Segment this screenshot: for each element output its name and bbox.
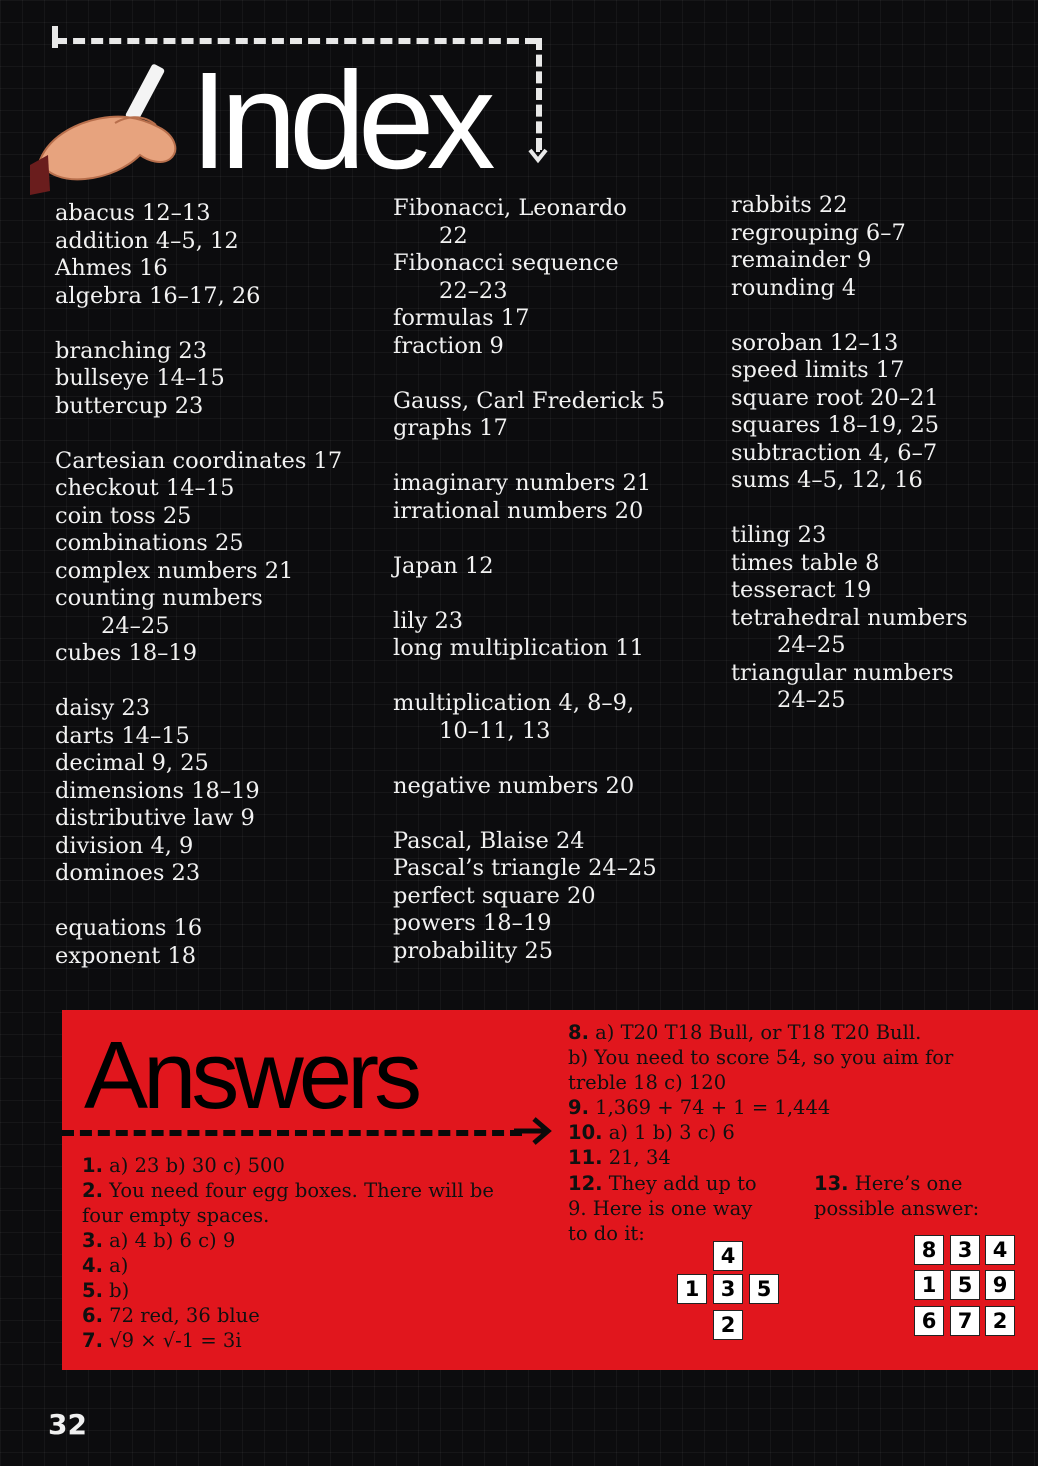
magic-square-cell: 4 bbox=[985, 1235, 1015, 1265]
cross-square-bottom: 2 bbox=[713, 1310, 743, 1340]
magic-square-cell: 8 bbox=[914, 1235, 944, 1265]
answer-line bbox=[82, 1303, 494, 1328]
answer-text: a) T20 T18 Bull, or T18 T20 Bull. bbox=[588, 1021, 922, 1044]
index-entry: abacus 12–13 bbox=[55, 200, 211, 226]
answers-left-column bbox=[82, 1153, 494, 1353]
index-entry: cubes 18–19 bbox=[55, 640, 198, 666]
magic-square-cell: 7 bbox=[950, 1306, 980, 1336]
answers-right-column bbox=[568, 1020, 953, 1170]
index-group bbox=[55, 200, 342, 310]
index-group bbox=[393, 195, 665, 360]
arrow-right-icon bbox=[514, 1114, 554, 1148]
index-entry: fraction 9 bbox=[393, 332, 504, 359]
answer-text: to do it: bbox=[568, 1222, 645, 1245]
index-entry: dominoes 23 bbox=[55, 860, 201, 886]
index-entry: Fibonacci sequence bbox=[393, 250, 619, 276]
index-entry: Gauss, Carl Frederick 5 bbox=[393, 387, 666, 414]
index-entry: lily 23 bbox=[393, 607, 464, 634]
index-entry: tesseract 19 bbox=[731, 577, 872, 603]
index-entry: distributive law 9 bbox=[55, 805, 255, 831]
index-entry: rounding 4 bbox=[731, 274, 857, 301]
cross-square-right: 5 bbox=[749, 1274, 779, 1304]
answer-line bbox=[82, 1203, 494, 1228]
index-frame-side bbox=[536, 38, 542, 150]
answer-line bbox=[82, 1153, 494, 1178]
answer-line bbox=[568, 1020, 953, 1045]
answer-text: b) bbox=[102, 1279, 130, 1302]
answer-number: 8. bbox=[568, 1021, 589, 1044]
index-group bbox=[393, 773, 665, 801]
index-entry: Pascal’s triangle 24–25 bbox=[393, 855, 657, 881]
answer-number: 3. bbox=[82, 1229, 103, 1252]
index-entry: coin toss 25 bbox=[55, 502, 192, 529]
index-entry: soroban 12–13 bbox=[731, 329, 899, 356]
answer-text: You need four egg boxes. There will be bbox=[102, 1179, 494, 1202]
index-entry: addition 4–5, 12 bbox=[55, 227, 239, 254]
index-group bbox=[393, 553, 665, 581]
index-entry: probability 25 bbox=[393, 937, 554, 964]
answer-text: They add up to bbox=[602, 1172, 757, 1195]
answer-line bbox=[568, 1070, 953, 1095]
index-entry: multiplication 4, 8–9, bbox=[393, 690, 635, 716]
index-entry: imaginary numbers 21 bbox=[393, 470, 652, 496]
index-entry: Ahmes 16 bbox=[55, 255, 168, 281]
magic-square-cell: 9 bbox=[985, 1270, 1015, 1300]
index-entry: complex numbers 21 bbox=[55, 557, 294, 584]
answer-line bbox=[568, 1145, 953, 1170]
index-entry: times table 8 bbox=[731, 549, 880, 576]
index-entry: algebra 16–17, 26 bbox=[55, 282, 261, 309]
answer-number: 6. bbox=[82, 1304, 103, 1327]
index-column-1 bbox=[55, 200, 342, 998]
answer-number: 13. bbox=[814, 1172, 849, 1195]
index-entry: Cartesian coordinates 17 bbox=[55, 447, 343, 474]
index-group bbox=[731, 330, 968, 495]
answer-line bbox=[568, 1120, 953, 1145]
index-entry: dimensions 18–19 bbox=[55, 777, 260, 804]
index-entry: long multiplication 11 bbox=[393, 635, 644, 661]
index-entry: bullseye 14–15 bbox=[55, 365, 225, 391]
index-column-2 bbox=[393, 195, 665, 993]
index-title: Index bbox=[190, 44, 488, 198]
index-entry: exponent 18 bbox=[55, 942, 197, 969]
index-entry: decimal 9, 25 bbox=[55, 750, 209, 776]
index-group bbox=[55, 915, 342, 970]
index-group bbox=[55, 448, 342, 668]
answer-number: 10. bbox=[568, 1121, 603, 1144]
index-group bbox=[393, 828, 665, 966]
arrow-down-icon bbox=[528, 138, 548, 168]
answer-text: √9 × √-1 = 3i bbox=[102, 1329, 242, 1352]
index-entry: Fibonacci, Leonardo bbox=[393, 195, 627, 221]
answer-text: four empty spaces. bbox=[82, 1204, 270, 1227]
answer-text: treble 18 c) 120 bbox=[568, 1071, 727, 1094]
index-entry: sums 4–5, 12, 16 bbox=[731, 467, 923, 493]
index-group bbox=[393, 388, 665, 443]
index-entry: checkout 14–15 bbox=[55, 475, 235, 501]
index-entry: 24–25 bbox=[101, 612, 170, 639]
index-entry: daisy 23 bbox=[55, 695, 151, 721]
answers-panel bbox=[62, 1010, 1038, 1370]
answers-dashed-line bbox=[62, 1130, 522, 1136]
index-entry: subtraction 4, 6–7 bbox=[731, 439, 938, 466]
index-group bbox=[731, 192, 968, 302]
answer-13 bbox=[814, 1171, 979, 1221]
answer-text: 72 red, 36 blue bbox=[102, 1304, 260, 1327]
answer-text: 9. Here is one way bbox=[568, 1197, 753, 1220]
index-group bbox=[731, 522, 968, 715]
answer-line bbox=[82, 1278, 494, 1303]
index-entry: tiling 23 bbox=[731, 522, 827, 548]
answer-text: a) bbox=[102, 1254, 129, 1277]
page-number: 32 bbox=[48, 1408, 87, 1441]
index-entry: 24–25 bbox=[777, 632, 846, 658]
answer-number: 7. bbox=[82, 1329, 103, 1352]
answers-title: Answers bbox=[84, 1022, 418, 1129]
magic-square-cell: 3 bbox=[950, 1235, 980, 1265]
index-group bbox=[55, 695, 342, 888]
magic-square-cell: 5 bbox=[950, 1270, 980, 1300]
index-entry: rabbits 22 bbox=[731, 192, 848, 218]
index-column-3 bbox=[731, 192, 968, 742]
answer-number: 9. bbox=[568, 1096, 589, 1119]
answer-line bbox=[82, 1178, 494, 1203]
index-entry: perfect square 20 bbox=[393, 882, 596, 909]
index-entry: square root 20–21 bbox=[731, 384, 939, 411]
cross-square-top: 4 bbox=[713, 1241, 743, 1271]
answer-line bbox=[82, 1253, 494, 1278]
answer-text: b) You need to score 54, so you aim for bbox=[568, 1046, 954, 1069]
index-entry: remainder 9 bbox=[731, 247, 872, 273]
index-entry: tetrahedral numbers bbox=[731, 604, 968, 631]
index-entry: combinations 25 bbox=[55, 530, 244, 556]
answer-line bbox=[82, 1228, 494, 1253]
index-entry: division 4, 9 bbox=[55, 832, 194, 859]
index-entry: Japan 12 bbox=[393, 552, 494, 579]
answer-line bbox=[82, 1328, 494, 1353]
index-entry: graphs 17 bbox=[393, 415, 508, 441]
index-entry: regrouping 6–7 bbox=[731, 219, 906, 246]
index-entry: buttercup 23 bbox=[55, 392, 204, 419]
answer-line bbox=[568, 1095, 953, 1120]
index-entry: speed limits 17 bbox=[731, 357, 905, 383]
index-entry: triangular numbers bbox=[731, 659, 954, 686]
index-entry: formulas 17 bbox=[393, 305, 530, 331]
answer-number: 12. bbox=[568, 1172, 603, 1195]
index-group bbox=[55, 338, 342, 421]
cross-square-center: 3 bbox=[713, 1274, 743, 1304]
answer-number: 2. bbox=[82, 1179, 103, 1202]
answer-text: a) 4 b) 6 c) 9 bbox=[102, 1229, 236, 1252]
index-entry: darts 14–15 bbox=[55, 722, 190, 749]
answer-12 bbox=[568, 1171, 757, 1246]
index-entry: equations 16 bbox=[55, 915, 203, 941]
index-entry: irrational numbers 20 bbox=[393, 497, 644, 524]
cross-square-left: 1 bbox=[677, 1274, 707, 1304]
magic-square-cell: 6 bbox=[914, 1306, 944, 1336]
magic-square-cell: 2 bbox=[985, 1306, 1015, 1336]
answer-text: 21, 34 bbox=[602, 1146, 671, 1169]
answer-text: a) 1 b) 3 c) 6 bbox=[602, 1121, 735, 1144]
answer-number: 4. bbox=[82, 1254, 103, 1277]
answer-text: 1,369 + 74 + 1 = 1,444 bbox=[588, 1096, 831, 1119]
answer-number: 11. bbox=[568, 1146, 603, 1169]
index-entry: 22 bbox=[439, 222, 468, 249]
answer-line bbox=[568, 1045, 953, 1070]
answer-number: 1. bbox=[82, 1154, 103, 1177]
index-entry: 24–25 bbox=[777, 687, 846, 713]
answer-text: Here’s one bbox=[848, 1172, 963, 1195]
answer-number: 5. bbox=[82, 1279, 103, 1302]
index-entry: branching 23 bbox=[55, 337, 208, 364]
index-entry: counting numbers bbox=[55, 585, 263, 611]
index-entry: 10–11, 13 bbox=[439, 717, 551, 744]
answer-text: a) 23 b) 30 c) 500 bbox=[102, 1154, 285, 1177]
index-entry: negative numbers 20 bbox=[393, 772, 635, 799]
index-group bbox=[393, 690, 665, 745]
magic-square-cell: 1 bbox=[914, 1270, 944, 1300]
index-entry: 22–23 bbox=[439, 277, 508, 304]
index-group bbox=[393, 608, 665, 663]
index-entry: squares 18–19, 25 bbox=[731, 412, 940, 438]
index-frame-left bbox=[52, 26, 58, 48]
index-group bbox=[393, 470, 665, 525]
hand-with-chalk-icon bbox=[30, 55, 190, 195]
index-entry: powers 18–19 bbox=[393, 910, 552, 936]
index-entry: Pascal, Blaise 24 bbox=[393, 827, 585, 854]
answer-text: possible answer: bbox=[814, 1197, 980, 1220]
